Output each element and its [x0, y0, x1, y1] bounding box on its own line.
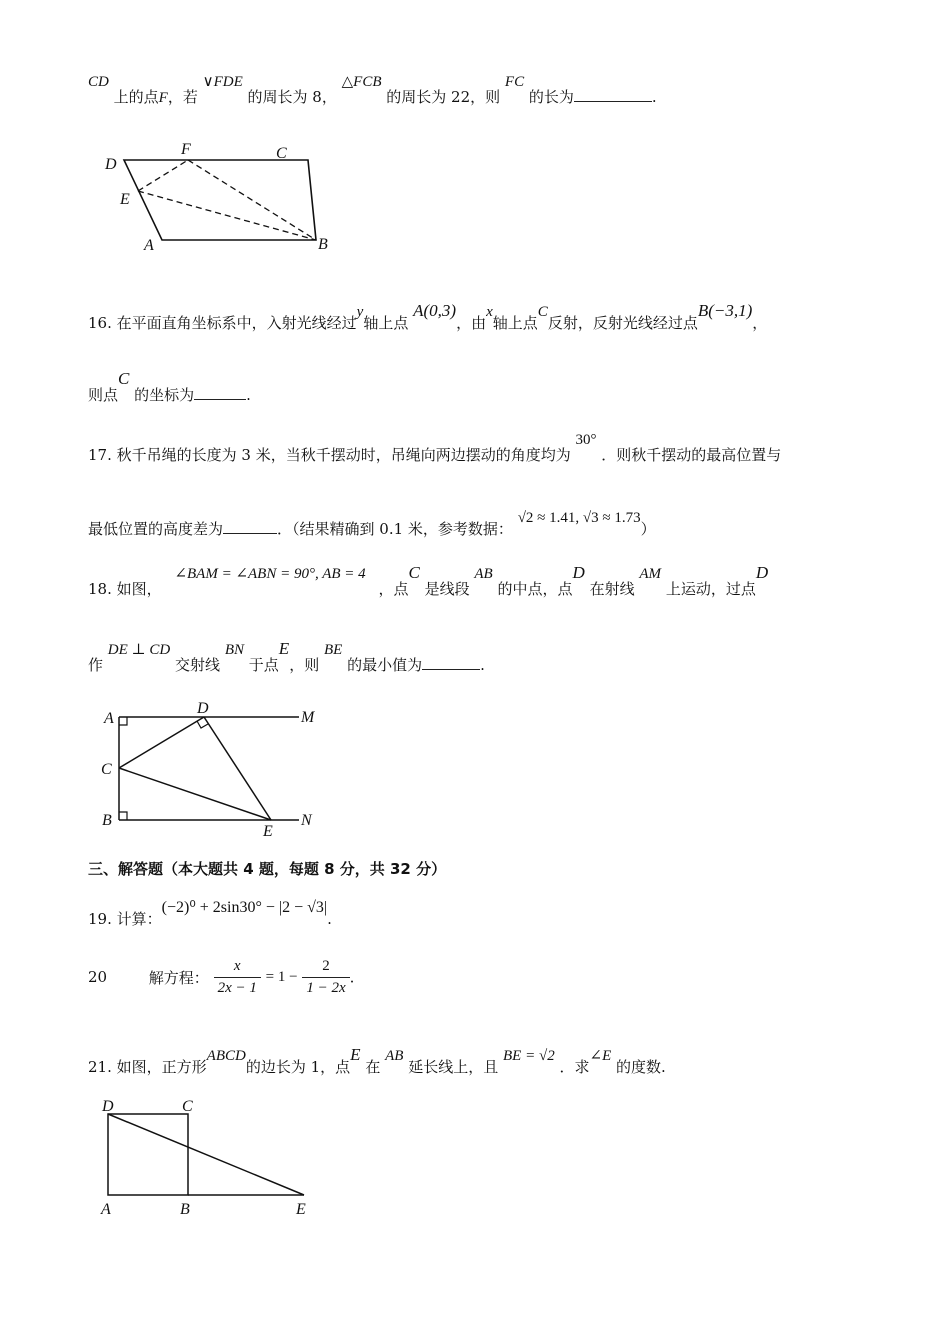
- q16-text4: 轴上点: [492, 314, 538, 332]
- q18-line2-text3: 于点: [248, 656, 279, 674]
- figure-square: [96, 1094, 326, 1224]
- q17-line2: [88, 510, 656, 539]
- q16-text1: 在平面直角坐标系中，入射光线经过: [116, 314, 357, 332]
- q15-tri2: △FCB: [341, 74, 382, 90]
- q21-ab: AB: [385, 1048, 404, 1064]
- q16-x: x: [486, 304, 493, 320]
- label-D: D: [105, 156, 117, 173]
- q18-text6: 上运动，过点: [665, 580, 756, 598]
- q20-number: 20: [88, 967, 108, 986]
- q18-text4: 的中点，点: [497, 580, 573, 598]
- q18-number: 18.: [88, 580, 112, 598]
- q21-text4: 延长线上，且: [408, 1058, 499, 1076]
- q19-end: .: [327, 910, 332, 928]
- q15-end: .: [651, 88, 657, 106]
- label-C: C: [276, 145, 287, 162]
- q16-point-a: A(0,3): [413, 301, 457, 320]
- q16-text2: 轴上点: [363, 314, 409, 332]
- segment-CD: [119, 717, 204, 768]
- q17-reference-data: √2 ≈ 1.41, √3 ≈ 1.73: [517, 510, 641, 526]
- q18-bn: BN: [224, 642, 244, 658]
- q17-line1: [88, 432, 782, 465]
- line-FB: [188, 160, 316, 240]
- q16-line1: [88, 301, 768, 333]
- right-angle-D: [197, 721, 208, 728]
- q19-expression: (−2)⁰ + 2sin30° − |2 − √3|: [161, 899, 328, 916]
- q20-numerator-2: 2: [302, 958, 349, 978]
- segment-CE: [119, 768, 271, 820]
- q20-denominator-2: 1 − 2x: [306, 980, 346, 996]
- label-B: B: [318, 236, 328, 253]
- label-E: E: [296, 1201, 306, 1218]
- label-A: A: [144, 237, 154, 254]
- q16-line2-c: C: [118, 369, 130, 388]
- label-C: C: [101, 761, 112, 778]
- q18-text5: 在射线: [589, 580, 635, 598]
- q21-text3: 在: [365, 1058, 381, 1076]
- q18-perp: DE ⊥ CD: [107, 642, 171, 658]
- q15-cd: CD: [88, 74, 109, 90]
- q17-answer-blank[interactable]: [223, 519, 277, 534]
- line-EB: [138, 191, 316, 240]
- label-F: F: [181, 141, 191, 158]
- label-E: E: [263, 823, 273, 840]
- q20-middle: = 1 −: [265, 969, 298, 985]
- label-M: M: [301, 709, 315, 726]
- label-C: C: [182, 1098, 193, 1115]
- q15-fc: FC: [504, 74, 525, 90]
- section3-heading: 三、解答题（本大题共 4 题，每题 8 分，共 32 分）: [88, 860, 447, 878]
- q18-line2-text1: 作: [88, 656, 104, 674]
- q18-d: D: [572, 563, 585, 582]
- q21-line: [88, 1045, 666, 1077]
- q16-line2: [88, 369, 251, 405]
- q20-numerator-1: x: [214, 958, 261, 978]
- q15-text5: 的长为: [528, 88, 574, 106]
- q20-text1: 解方程：: [148, 969, 209, 987]
- q21-number: 21.: [88, 1058, 112, 1076]
- q21-text6: 的度数.: [616, 1058, 666, 1076]
- q16-text6: ，: [752, 314, 768, 332]
- q18-e: E: [278, 639, 290, 658]
- q18-text1: 如图，: [116, 580, 162, 598]
- q15-text3: 的周长为 8，: [247, 88, 337, 106]
- right-angle-A: [119, 717, 127, 725]
- q20-fraction-left: [214, 958, 261, 997]
- q21-e: E: [350, 1045, 361, 1064]
- q21-text2: 的边长为 1，点: [245, 1058, 351, 1076]
- q18-ab: AB: [474, 566, 493, 582]
- q17-angle: 30°: [575, 432, 597, 448]
- q18-d2: D: [755, 563, 769, 582]
- q18-am: AM: [639, 566, 662, 582]
- q21-square: ABCD: [206, 1048, 246, 1064]
- right-angle-B: [119, 812, 127, 820]
- parallelogram-outline: [124, 160, 316, 240]
- q16-line2-text1: 则点: [88, 386, 119, 404]
- label-B: B: [180, 1201, 190, 1218]
- label-A: A: [101, 1201, 111, 1218]
- q18-condition: ∠BAM = ∠ABN = 90°, AB = 4: [174, 566, 366, 582]
- q15-text1: 上的点: [113, 88, 159, 106]
- q16-point-b: B(−3,1): [697, 301, 753, 320]
- figure-ray-diagram: [96, 696, 336, 846]
- q16-text5: 反射，反射光线经过点: [547, 314, 698, 332]
- segment-DE: [108, 1114, 304, 1195]
- q21-be: BE = √2: [503, 1048, 555, 1064]
- square-ABCD: [108, 1114, 188, 1195]
- q20-denominator-1: 2x − 1: [217, 980, 257, 996]
- q17-line2-text1: 最低位置的高度差为: [88, 520, 224, 538]
- q20-fraction-right: [302, 958, 349, 997]
- q16-line2-text2: 的坐标为: [134, 386, 195, 404]
- q19-text1: 计算：: [116, 910, 162, 928]
- label-E: E: [120, 191, 130, 208]
- q16-number: 16.: [88, 314, 112, 332]
- q18-text2: ，点: [378, 580, 409, 598]
- q18-be: BE: [323, 642, 343, 658]
- q16-end: .: [246, 386, 251, 404]
- q15-text4: 的周长为 22，则: [386, 88, 501, 106]
- q21-text5: ．求: [559, 1058, 590, 1076]
- q21-text1: 如图，正方形: [116, 1058, 207, 1076]
- q20-end: .: [349, 968, 355, 987]
- q17-text1: 秋千吊绳的长度为 3 米，当秋千摆动时，吊绳向两边摆动的角度均为: [116, 446, 571, 464]
- q16-c: C: [537, 304, 548, 320]
- q15-line: [88, 74, 657, 107]
- q17-text2: ．则秋千摆动的最高位置与: [601, 446, 782, 464]
- q15-tri1: ∨FDE: [202, 74, 243, 90]
- q15-answer-blank[interactable]: [574, 87, 652, 102]
- q18-line2-text5: 的最小值为: [347, 656, 423, 674]
- q17-line2-text3: ）: [640, 520, 656, 538]
- q15-text2: ，若: [167, 88, 198, 106]
- label-B: B: [102, 812, 112, 829]
- q18-end: .: [480, 656, 485, 674]
- q18-answer-blank[interactable]: [422, 655, 480, 670]
- figure-parallelogram: [100, 136, 340, 256]
- label-N: N: [301, 812, 312, 829]
- q20-line: [88, 958, 354, 997]
- q18-c: C: [408, 563, 420, 582]
- q21-angle: ∠E: [589, 1048, 612, 1064]
- q18-line2-text2: 交射线: [175, 656, 221, 674]
- q19-line: [88, 899, 332, 929]
- q17-line2-text2: ．（结果精确到 0.1 米，参考数据：: [277, 520, 513, 538]
- q18-text3: 是线段: [424, 580, 470, 598]
- q15-point-f: F: [158, 90, 168, 106]
- q19-number: 19.: [88, 910, 112, 928]
- q18-line1: [88, 563, 769, 599]
- q18-line2: [88, 639, 485, 675]
- label-D: D: [102, 1098, 114, 1115]
- label-A: A: [104, 710, 114, 727]
- q16-y: y: [356, 304, 364, 320]
- q16-answer-blank[interactable]: [194, 385, 246, 400]
- label-D: D: [197, 700, 209, 717]
- q18-line2-text4: ，则: [289, 656, 320, 674]
- segment-DE: [204, 717, 271, 820]
- line-EF: [138, 160, 188, 191]
- q17-number: 17.: [88, 446, 112, 464]
- q16-text3: ，由: [456, 314, 487, 332]
